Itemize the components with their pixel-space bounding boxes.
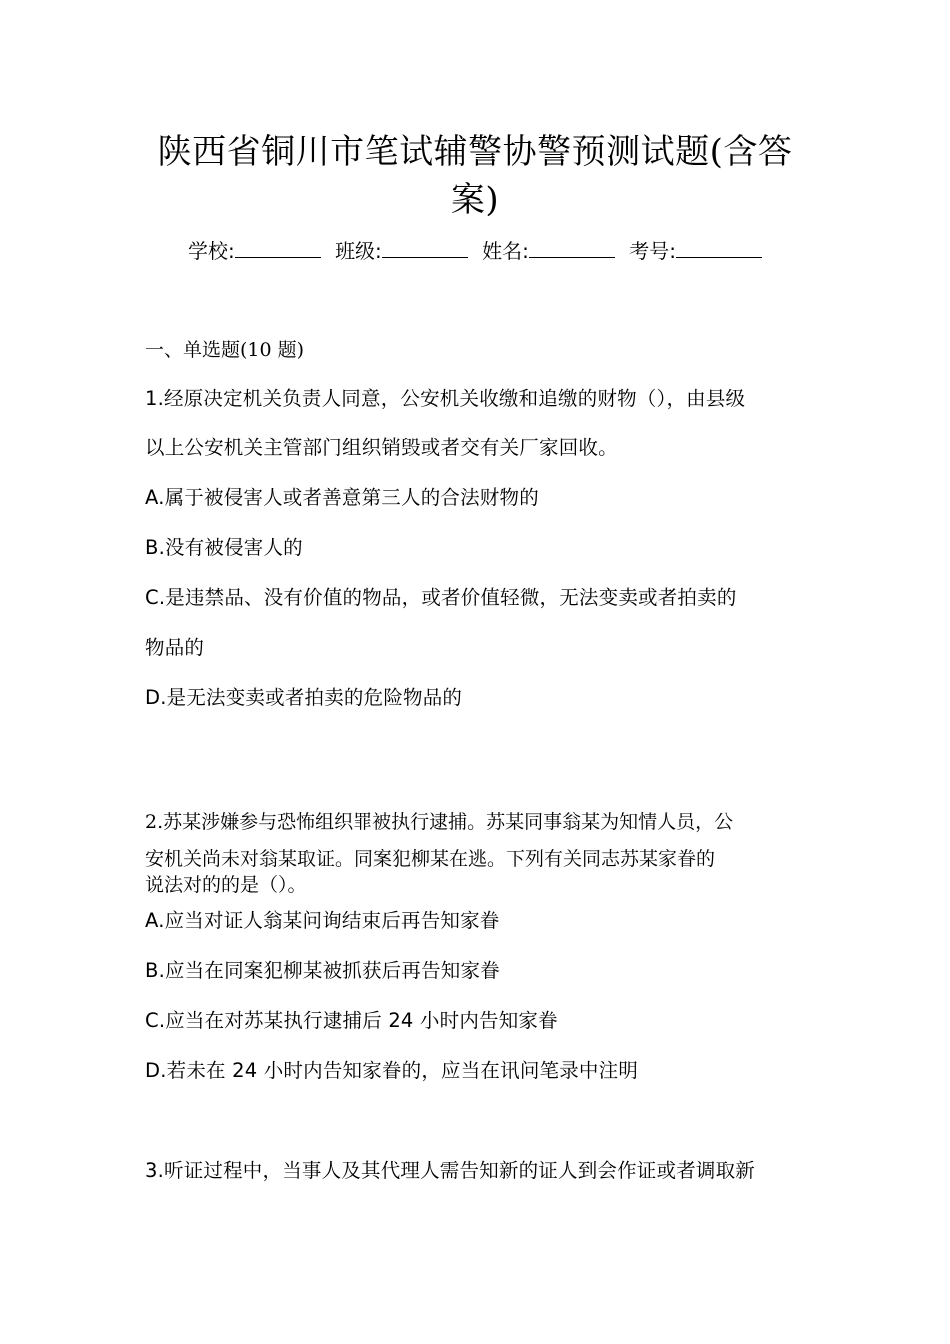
name-label: 姓名: — [482, 239, 529, 263]
document-title — [120, 128, 830, 224]
question-1-option-c-line-2: 物品的 — [145, 636, 205, 659]
question-2-text-line-2: 安机关尚未对翁某取证。同案犯柳某在逃。下列有关同志苏某家眷的 — [145, 848, 716, 870]
class-blank — [382, 239, 468, 258]
exam-number-blank — [676, 239, 762, 258]
question-1-option-d: D.是无法变卖或者拍卖的危险物品的 — [145, 686, 463, 709]
question-3-text-line-1: 3.听证过程中，当事人及其代理人需告知新的证人到会作证或者调取新 — [145, 1159, 756, 1182]
question-2-option-b: B.应当在同案犯柳某被抓获后再告知家眷 — [145, 959, 500, 982]
question-1-option-b: B.没有被侵害人的 — [145, 536, 303, 559]
question-2-text-line-3: 说法对的的是（）。 — [145, 874, 307, 896]
title-line-1: 陕西省铜川市笔试辅警协警预测试题(含答 — [157, 132, 793, 172]
question-2-text-line-1: 2.苏某涉嫌参与恐怖组织罪被执行逮捕。苏某同事翁某为知情人员，公 — [145, 811, 734, 833]
title-line-2: 案) — [450, 180, 500, 220]
school-label: 学校: — [187, 239, 235, 263]
class-label: 班级: — [335, 239, 382, 263]
question-1-text-line-1: 1.经原决定机关负责人同意，公安机关收缴和追缴的财物（），由县级 — [145, 387, 746, 410]
question-2-option-c: C.应当在对苏某执行逮捕后 24 小时内告知家眷 — [145, 1009, 558, 1032]
school-blank — [235, 239, 321, 258]
question-1-option-c-line-1: C.是违禁品、没有价值的物品，或者价值轻微，无法变卖或者拍卖的 — [145, 586, 737, 609]
exam-number-label: 考号: — [629, 239, 677, 263]
question-1-option-a: A.属于被侵害人或者善意第三人的合法财物的 — [145, 486, 539, 509]
question-2-option-d: D.若未在 24 小时内告知家眷的，应当在讯问笔录中注明 — [145, 1059, 639, 1082]
student-info-row — [0, 236, 950, 266]
question-2-option-a: A.应当对证人翁某问询结束后再告知家眷 — [145, 909, 500, 932]
section-heading: 一、单选题(10 题) — [145, 339, 305, 361]
question-1-text-line-2: 以上公安机关主管部门组织销毁或者交有关厂家回收。 — [145, 436, 618, 459]
name-blank — [529, 239, 615, 258]
